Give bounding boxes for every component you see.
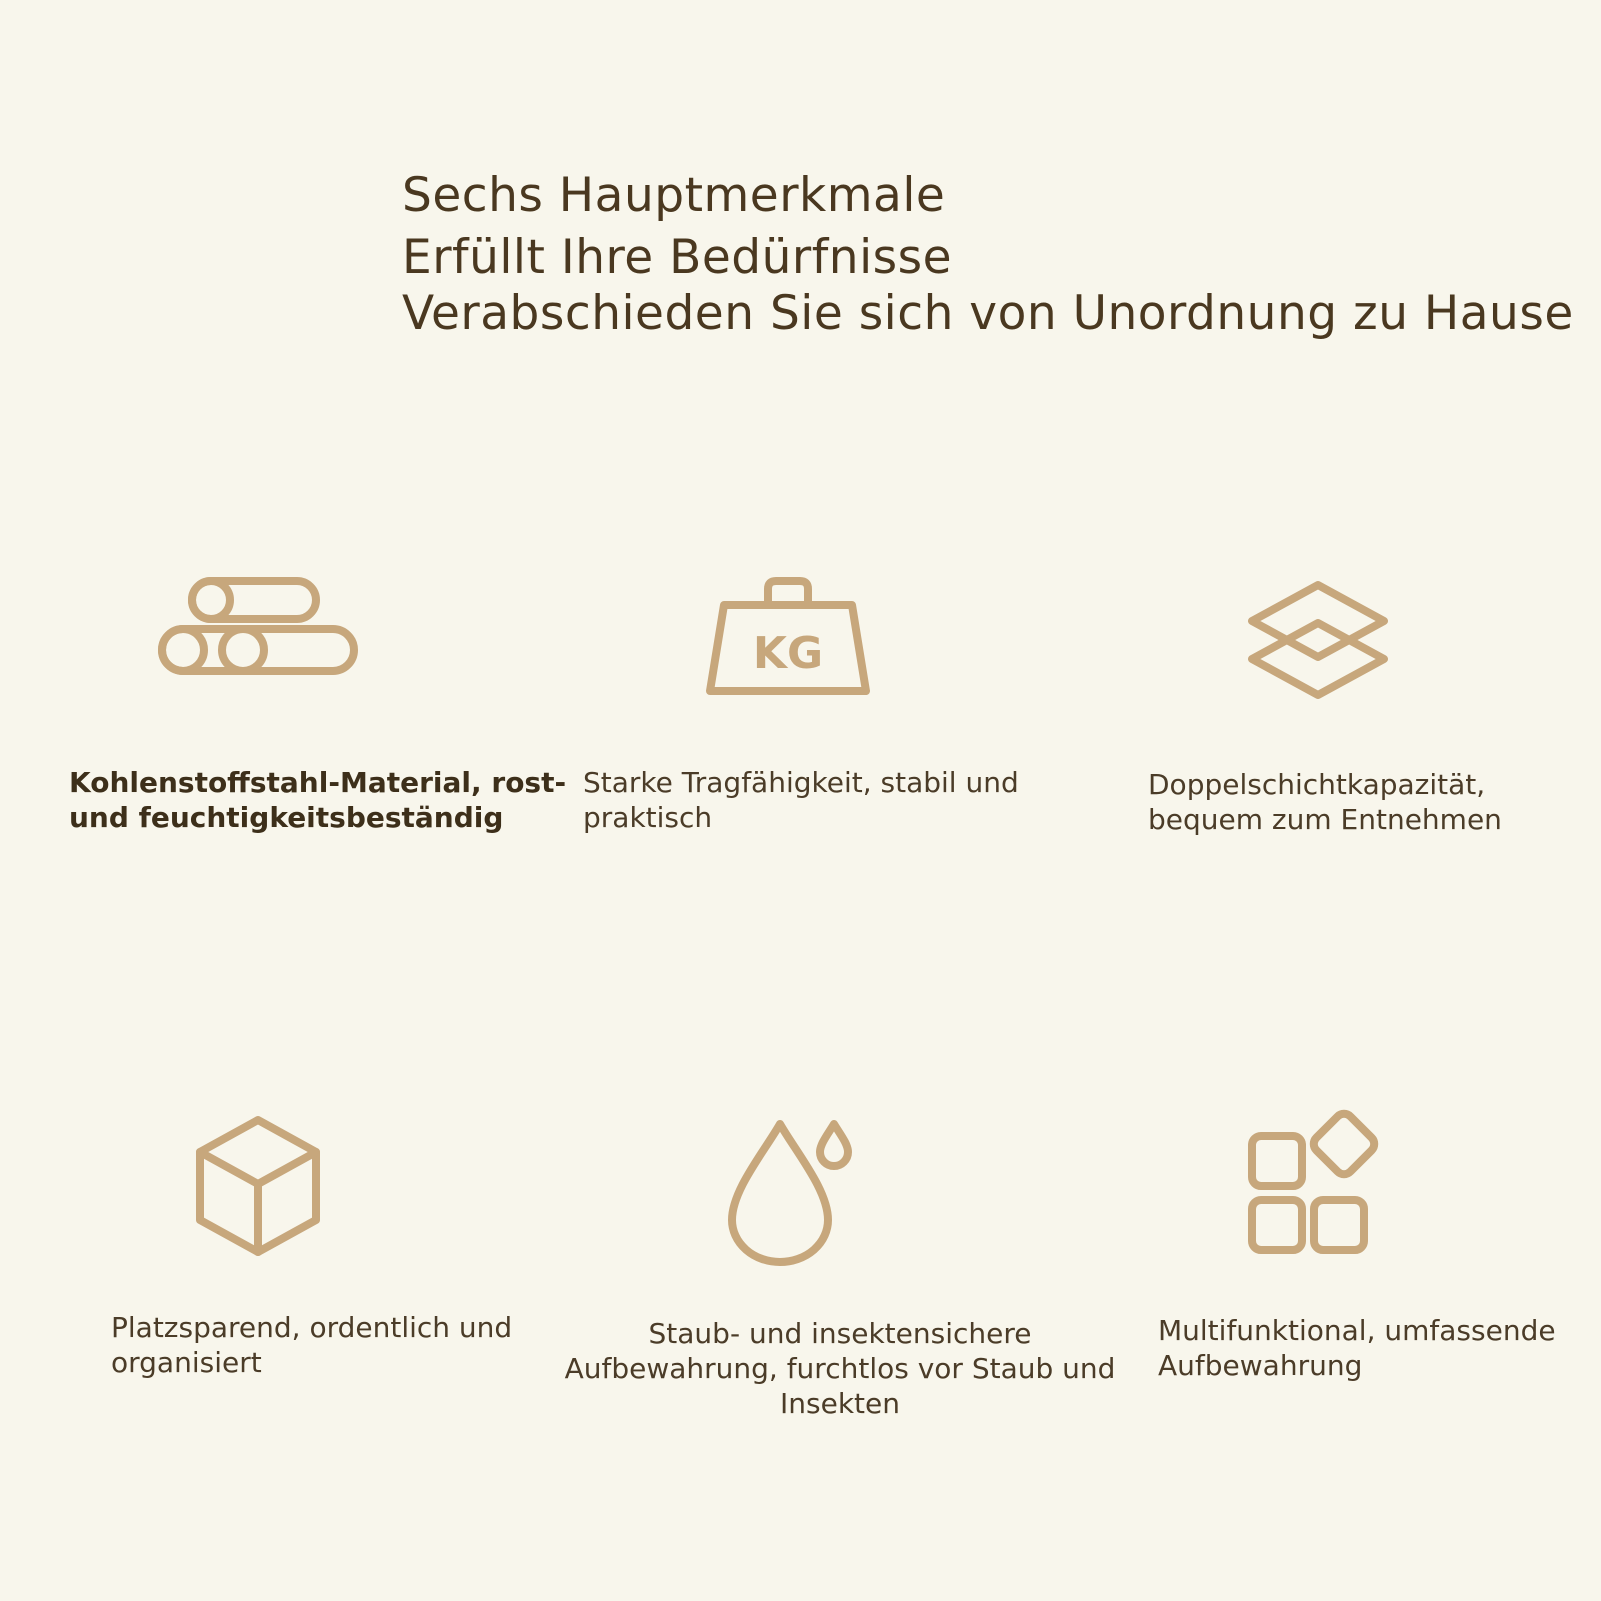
feature-caption-dustproof: Staub- und insektensichere Aufbewahrung, furchtlos vor Staub und Insekten <box>564 1317 1116 1420</box>
feature-caption-multifunctional: Multifunktional, umfassende Aufbewahrung <box>1158 1314 1556 1382</box>
steel-pipes-icon <box>150 565 370 715</box>
feature-caption-material: Kohlenstoffstahl-Material, rost- und feuchtigkeitsbeständig <box>69 766 567 834</box>
feature-caption-space-saving: Platzsparend, ordentlich und organisiert <box>111 1311 513 1379</box>
headline-tagline: Verabschieden Sie sich von Unordnung zu Hause <box>402 286 1574 341</box>
kg-label: KG <box>752 628 824 679</box>
layers-icon <box>1208 565 1428 715</box>
headline <box>402 165 1592 345</box>
headline-subtitle: Erfüllt Ihre Bedürfnisse <box>402 230 953 285</box>
headline-title: Sechs Hauptmerkmale <box>402 168 946 223</box>
cube-icon <box>148 1110 368 1260</box>
water-drop-icon <box>672 1112 892 1262</box>
feature-caption-capacity: Starke Tragfähigkeit, stabil und praktisch <box>583 766 1019 834</box>
kg-weight-icon <box>680 565 900 715</box>
feature-caption-double-layer: Doppelschichtkapazität, bequem zum Entnehmen <box>1148 768 1502 836</box>
apps-grid-icon <box>1202 1110 1422 1260</box>
